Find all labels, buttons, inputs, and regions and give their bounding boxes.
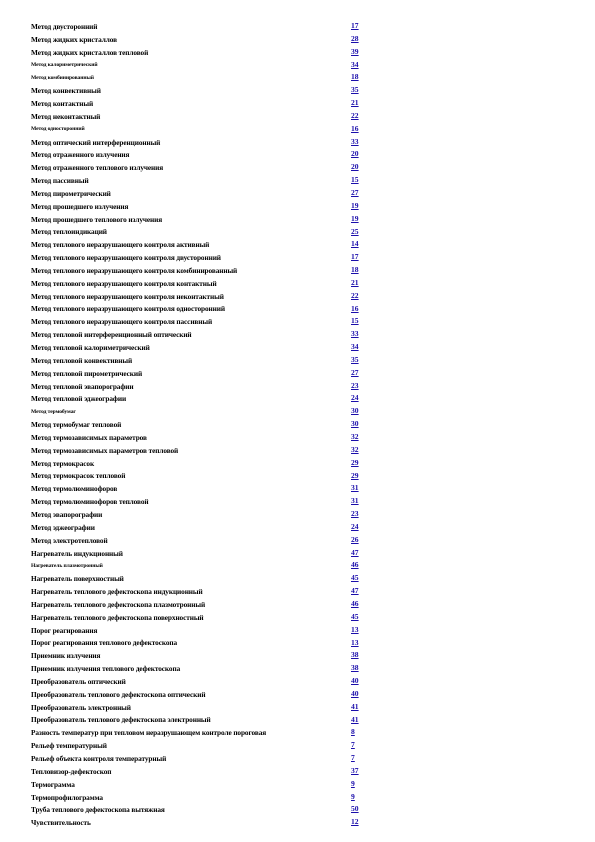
index-entry	[31, 778, 371, 791]
index-entry	[31, 161, 371, 174]
index-entry	[31, 662, 371, 675]
index-entry	[31, 354, 371, 367]
index-term: Метод теплового неразрушающего контроля активный	[31, 240, 210, 250]
index-term: Метод эджеографии	[31, 522, 95, 532]
index-entry	[31, 187, 371, 200]
index-entry	[31, 367, 371, 380]
page-link[interactable]: 33	[351, 329, 359, 339]
term-index	[31, 20, 371, 829]
index-term: Метод теплового неразрушающего контроля пассивный	[31, 317, 213, 327]
index-entry	[31, 701, 371, 714]
index-entry	[31, 148, 371, 161]
page-link[interactable]: 23	[351, 380, 359, 390]
index-entry	[31, 264, 371, 277]
index-entry	[31, 431, 371, 444]
page-link[interactable]: 34	[351, 342, 359, 352]
index-term: Труба теплового дефектоскопа вытяжная	[31, 805, 165, 815]
page-link[interactable]: 39	[351, 46, 359, 56]
index-term: Нагреватель теплового дефектоскопа индукционный	[31, 587, 203, 597]
index-term: Метод теплового неразрушающего контроля комбинированный	[31, 265, 238, 275]
page-link[interactable]: 40	[351, 688, 359, 698]
page-link[interactable]: 15	[351, 175, 359, 185]
index-entry	[31, 649, 371, 662]
index-entry	[31, 482, 371, 495]
index-entry	[31, 341, 371, 354]
page-link[interactable]: 16	[351, 123, 359, 133]
page-link[interactable]: 25	[351, 226, 359, 236]
index-entry	[31, 547, 371, 560]
index-entry	[31, 303, 371, 316]
index-term: Метод термобумаг тепловой	[31, 420, 122, 430]
page-link[interactable]: 8	[351, 727, 355, 737]
index-entry	[31, 71, 371, 84]
page-link[interactable]: 13	[351, 624, 359, 634]
index-entry	[31, 611, 371, 624]
index-entry	[31, 33, 371, 46]
index-entry	[31, 123, 371, 136]
index-entry	[31, 110, 371, 123]
index-term: Приемник излучения теплового дефектоскопа	[31, 664, 181, 674]
index-entry	[31, 200, 371, 213]
page-link[interactable]: 38	[351, 650, 359, 660]
index-term: Метод термокрасок тепловой	[31, 471, 126, 481]
index-term: Метод электротепловой	[31, 535, 108, 545]
page-link[interactable]: 21	[351, 98, 359, 108]
index-term: Нагреватель индукционный	[31, 548, 123, 558]
index-term: Преобразователь теплового дефектоскопа оптический	[31, 689, 206, 699]
index-entry	[31, 572, 371, 585]
index-term: Метод термозависимых параметров тепловой	[31, 445, 179, 455]
index-term: Метод теплового неразрушающего контроля односторонний	[31, 304, 225, 314]
index-entry	[31, 97, 371, 110]
page-link[interactable]: 29	[351, 457, 359, 467]
index-term: Метод конвективный	[31, 86, 101, 96]
page-link[interactable]: 32	[351, 432, 359, 441]
index-entry	[31, 315, 371, 328]
index-entry	[31, 637, 371, 650]
index-term: Метод пассивный	[31, 176, 89, 186]
page-link[interactable]: 45	[351, 611, 359, 621]
index-term: Преобразователь оптический	[31, 676, 126, 686]
page-link[interactable]: 16	[351, 303, 359, 313]
index-term: Приемник излучения	[31, 651, 101, 661]
page-link[interactable]: 24	[351, 393, 359, 403]
page-link[interactable]: 33	[351, 136, 359, 146]
page-link[interactable]: 7	[351, 740, 355, 750]
page-link[interactable]: 32	[351, 444, 359, 454]
page-link[interactable]: 45	[351, 573, 359, 583]
index-term: Метод прошедшего теплового излучения	[31, 214, 163, 224]
index-entry	[31, 136, 371, 149]
index-term: Метод пирометрический	[31, 188, 111, 198]
index-term: Метод калориметрический	[31, 61, 98, 68]
index-term: Нагреватель плазмотронный	[31, 562, 103, 569]
page-link[interactable]: 23	[351, 509, 359, 519]
index-term: Метод комбинированный	[31, 74, 94, 81]
index-entry	[31, 418, 371, 431]
page-link[interactable]: 14	[351, 239, 359, 249]
index-term: Метод термобумаг	[31, 408, 76, 415]
page-link[interactable]: 27	[351, 367, 359, 377]
index-entry	[31, 20, 371, 33]
index-term: Тепловизор-дефектоскоп	[31, 766, 112, 776]
page-link[interactable]: 35	[351, 354, 359, 364]
index-term: Метод тепловой эджеографии	[31, 394, 127, 404]
index-term: Порог реагирования теплового дефектоскопа	[31, 638, 178, 648]
index-term: Метод тепловой калориметрический	[31, 343, 150, 353]
page-link[interactable]: 9	[351, 791, 355, 801]
index-entry	[31, 559, 371, 572]
index-term: Метод теплового неразрушающего контроля контактный	[31, 278, 217, 288]
index-entry	[31, 624, 371, 637]
page-link[interactable]: 26	[351, 534, 359, 544]
page-link[interactable]: 13	[351, 637, 359, 647]
page-link[interactable]: 17	[351, 252, 359, 262]
index-term: Термограмма	[31, 779, 75, 789]
index-term: Метод термозависимых параметров	[31, 432, 147, 442]
index-term: Метод тепловой эвапорографии	[31, 381, 134, 391]
index-term: Преобразователь электронный	[31, 702, 131, 712]
page-link[interactable]: 15	[351, 316, 359, 326]
index-entry	[31, 290, 371, 303]
index-entry	[31, 457, 371, 470]
index-entry	[31, 816, 371, 829]
page-link[interactable]: 17	[351, 21, 359, 30]
index-entry	[31, 213, 371, 226]
page-link[interactable]: 18	[351, 265, 359, 275]
index-term: Нагреватель теплового дефектоскопа плазмотронный	[31, 599, 206, 609]
page-link[interactable]: 24	[351, 521, 359, 531]
index-entry	[31, 59, 371, 72]
index-entry	[31, 328, 371, 341]
page-link[interactable]: 35	[351, 85, 359, 95]
page-link[interactable]: 20	[351, 149, 359, 159]
index-term: Метод жидких кристаллов	[31, 34, 117, 44]
index-entry	[31, 380, 371, 393]
index-term: Метод теплового неразрушающего контроля двусторонний	[31, 253, 221, 263]
index-entry	[31, 714, 371, 727]
index-entry	[31, 495, 371, 508]
index-entry	[31, 803, 371, 816]
page-link[interactable]: 41	[351, 714, 359, 724]
page-link[interactable]: 21	[351, 277, 359, 287]
index-term: Нагреватель поверхностный	[31, 574, 124, 584]
index-entry	[31, 405, 371, 418]
page-link[interactable]: 47	[351, 586, 359, 596]
page-link[interactable]: 19	[351, 200, 359, 210]
page-link[interactable]: 9	[351, 778, 355, 788]
index-entry	[31, 739, 371, 752]
index-term: Порог реагирования	[31, 625, 98, 635]
index-term: Метод прошедшего излучения	[31, 201, 129, 211]
index-entry	[31, 174, 371, 187]
index-entry	[31, 726, 371, 739]
index-entry	[31, 675, 371, 688]
index-term: Метод отраженного теплового излучения	[31, 163, 164, 173]
page-link[interactable]: 50	[351, 804, 359, 814]
page-link[interactable]: 12	[351, 817, 359, 827]
index-term: Метод тепловой пирометрический	[31, 368, 143, 378]
index-entry	[31, 521, 371, 534]
index-term: Метод неконтактный	[31, 111, 101, 121]
index-term: Разность температур при тепловом неразрушающем контроле пороговая	[31, 728, 267, 738]
index-entry	[31, 765, 371, 778]
index-entry	[31, 752, 371, 765]
index-term: Преобразователь теплового дефектоскопа электронный	[31, 715, 211, 725]
index-term: Чувствительность	[31, 818, 91, 828]
index-term: Нагреватель теплового дефектоскопа поверхностный	[31, 612, 204, 622]
index-term: Метод теплоиндикаций	[31, 227, 107, 237]
page-link[interactable]: 41	[351, 701, 359, 711]
index-entry	[31, 444, 371, 457]
page-link[interactable]: 29	[351, 470, 359, 480]
index-term: Метод термолюминофоров	[31, 484, 118, 494]
page-link[interactable]: 22	[351, 290, 359, 300]
index-term: Метод двусторонний	[31, 21, 98, 31]
index-entry	[31, 392, 371, 405]
index-entry	[31, 688, 371, 701]
index-term: Термопрофилограмма	[31, 792, 103, 802]
index-entry	[31, 251, 371, 264]
page-link[interactable]: 34	[351, 59, 359, 69]
index-term: Метод односторонний	[31, 126, 85, 133]
page-link[interactable]: 19	[351, 213, 359, 223]
index-term: Метод оптический интерференционный	[31, 137, 161, 147]
page-link[interactable]: 47	[351, 547, 359, 557]
page-link[interactable]: 46	[351, 560, 359, 570]
page-link[interactable]: 27	[351, 187, 359, 197]
index-entry	[31, 46, 371, 59]
index-entry	[31, 238, 371, 251]
index-term: Рельеф температурный	[31, 741, 107, 751]
index-term: Метод отраженного излучения	[31, 150, 130, 160]
index-entry	[31, 791, 371, 804]
index-entry	[31, 585, 371, 598]
page-link[interactable]: 46	[351, 598, 359, 608]
page-link[interactable]: 31	[351, 496, 359, 506]
page-link[interactable]: 31	[351, 483, 359, 493]
page-link[interactable]: 7	[351, 753, 355, 763]
index-term: Метод термокрасок	[31, 458, 95, 468]
index-term: Метод контактный	[31, 98, 94, 108]
index-term: Метод термолюминофоров тепловой	[31, 497, 149, 507]
page-link[interactable]: 30	[351, 419, 359, 429]
index-term: Метод тепловой интерференционный оптический	[31, 330, 192, 340]
index-term: Метод эвапорографии	[31, 509, 103, 519]
index-entry	[31, 598, 371, 611]
index-term: Метод теплового неразрушающего контроля неконтактный	[31, 291, 224, 301]
index-entry	[31, 277, 371, 290]
page-link[interactable]: 20	[351, 162, 359, 172]
index-entry	[31, 84, 371, 97]
page-link[interactable]: 40	[351, 676, 359, 686]
index-entry	[31, 226, 371, 239]
index-entry	[31, 508, 371, 521]
index-entry	[31, 470, 371, 483]
page-link[interactable]: 37	[351, 765, 359, 775]
index-term: Метод жидких кристаллов тепловой	[31, 47, 149, 57]
page-link[interactable]: 22	[351, 110, 359, 120]
page-link[interactable]: 30	[351, 406, 359, 416]
page-link[interactable]: 38	[351, 663, 359, 673]
index-entry	[31, 534, 371, 547]
page-link[interactable]: 28	[351, 33, 359, 43]
index-term: Рельеф объекта контроля температурный	[31, 754, 167, 764]
page-link[interactable]: 18	[351, 72, 359, 82]
index-term: Метод тепловой конвективный	[31, 355, 133, 365]
